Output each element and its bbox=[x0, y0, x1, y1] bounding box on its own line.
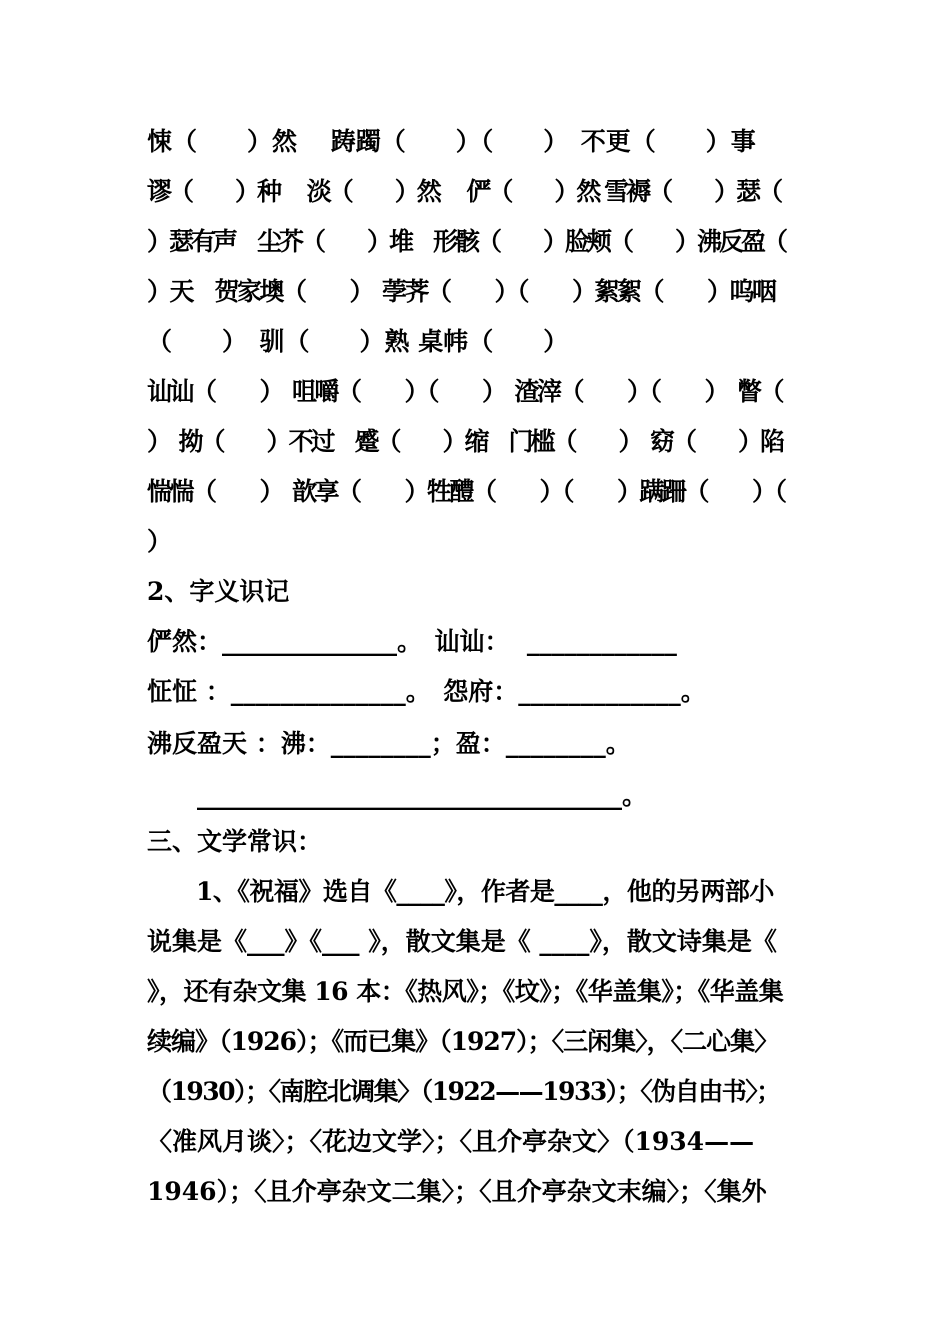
pinyin-line-1: 悚（ ）然 踌躅（ ）（ ） 不更（ ）事 bbox=[147, 127, 756, 156]
literature-line-7: 1946）；〈且介亭杂文二集〉；〈且介亭杂文末编〉；〈集外 bbox=[147, 1177, 767, 1206]
meaning-line-2: 怔怔 ：______________。 怨府：_____________。 bbox=[147, 677, 706, 706]
literature-line-5: （1930）；〈南腔北调集〉（1922——1933）；〈伪自由书〉； bbox=[147, 1077, 780, 1106]
pinyin-line-4: ）天 贺家墺（ ） 荸荠（ ）（ ）絮絮（ ）呜咽 bbox=[147, 277, 775, 306]
literature-line-6: 〈准风月谈〉；〈花边文学〉；〈且介亭杂文〉（1934—— bbox=[147, 1127, 755, 1156]
pinyin-line-9: ） bbox=[147, 527, 173, 556]
pinyin-line-7: ） 拗（ ）不过 蹙（ ）缩 门槛（ ） 窈（ ）陷 bbox=[147, 427, 783, 456]
section-heading-meaning: 2、字义识记 bbox=[147, 577, 290, 606]
literature-line-2: 说集是《___》《___ 》，散文集是《 ____》，散文诗集是《 bbox=[147, 927, 777, 956]
literature-line-4: 续编》（1926）；《而已集》（1927）；〈三闲集〉，〈二心集〉 bbox=[147, 1027, 779, 1056]
pinyin-line-8: 惴惴（ ） 歆享（ ）牲醴（ ）（ ）蹒跚（ ）（ bbox=[147, 477, 785, 506]
literature-line-1: 1、《祝福》选自《____》，作者是____，他的另两部小 bbox=[147, 877, 774, 906]
meaning-line-3: 沸反盈天 ：沸：________；盈：________。 bbox=[147, 729, 631, 758]
meaning-line-4: __________________________________。 bbox=[147, 781, 648, 810]
pinyin-line-5: （ ） 驯（ ）熟 桌帏（ ） bbox=[147, 327, 569, 356]
pinyin-line-6: 讪讪（ ） 咀嚼（ ）（ ） 渣滓（ ）（ ） 瞥（ bbox=[147, 377, 783, 406]
pinyin-line-2: 谬（ ）种 淡（ ）然 俨（ ）然 雪褥（ ）瑟（ bbox=[147, 177, 781, 206]
meaning-line-1: 俨然：______________。 讪讪： ____________ bbox=[147, 627, 677, 656]
literature-line-3: 》，还有杂文集 16 本：《热风》；《坟》；《华盖集》；《华盖集 bbox=[147, 977, 784, 1006]
pinyin-line-3: ）瑟有声 尘芥（ ）堆 形骸（ ）脸颊（ ）沸反盈（ bbox=[147, 227, 786, 256]
section-heading-literature: 三、文学常识： bbox=[147, 827, 323, 856]
